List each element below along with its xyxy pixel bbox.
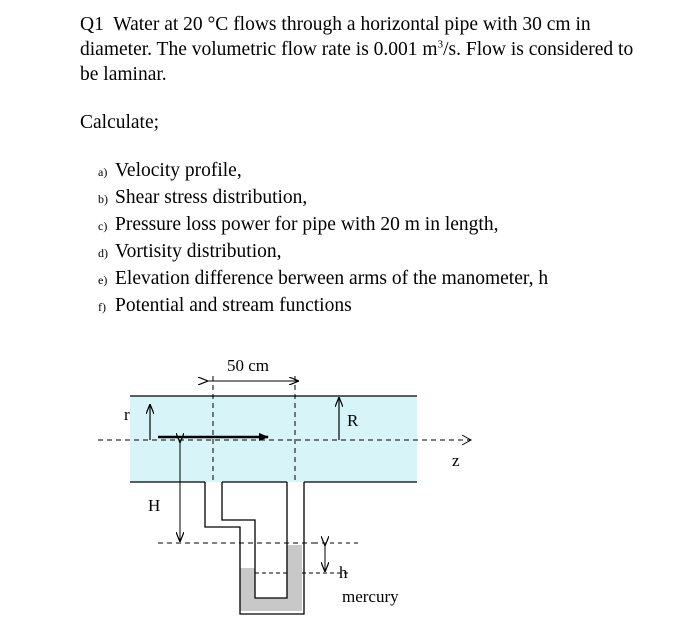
question-body: Water at 20 °C flows through a horizontal pipe with 30 cm in diameter. The volumetric flow rate is 0.001 m (80, 14, 591, 60)
dimension-label: 50 cm (227, 356, 270, 375)
manometer-inner-tube (222, 482, 287, 598)
task-marker: a) (98, 165, 108, 179)
radius-label: R (347, 411, 359, 430)
task-text: Velocity profile, (115, 160, 242, 181)
task-text: Shear stress distribution, (115, 187, 308, 208)
h-label: h (339, 563, 348, 582)
task-marker: b) (98, 192, 108, 206)
task-text: Potential and stream functions (115, 295, 352, 316)
calculate-heading: Calculate; (80, 112, 160, 133)
task-marker: e) (98, 273, 108, 287)
question-body-end: /s. Flow is considered to be laminar. (80, 39, 634, 85)
mercury-bottom (240, 598, 302, 611)
r-label: r (124, 405, 130, 424)
task-text: Pressure loss power for pipe with 20 m in length, (115, 214, 499, 235)
task-text: Elevation difference berween arms of the manometer, h (115, 268, 549, 289)
task-marker: c) (98, 219, 108, 233)
cubic-superscript: 3 (437, 38, 444, 51)
task-marker: f) (98, 300, 106, 314)
H-label: H (148, 496, 161, 515)
mercury-label: mercury (342, 587, 399, 606)
task-text: Vortisity distribution, (115, 241, 282, 262)
pipe-body (130, 396, 417, 482)
z-label: z (452, 451, 460, 470)
question-label: Q1 (80, 14, 104, 35)
task-marker: d) (98, 246, 108, 260)
